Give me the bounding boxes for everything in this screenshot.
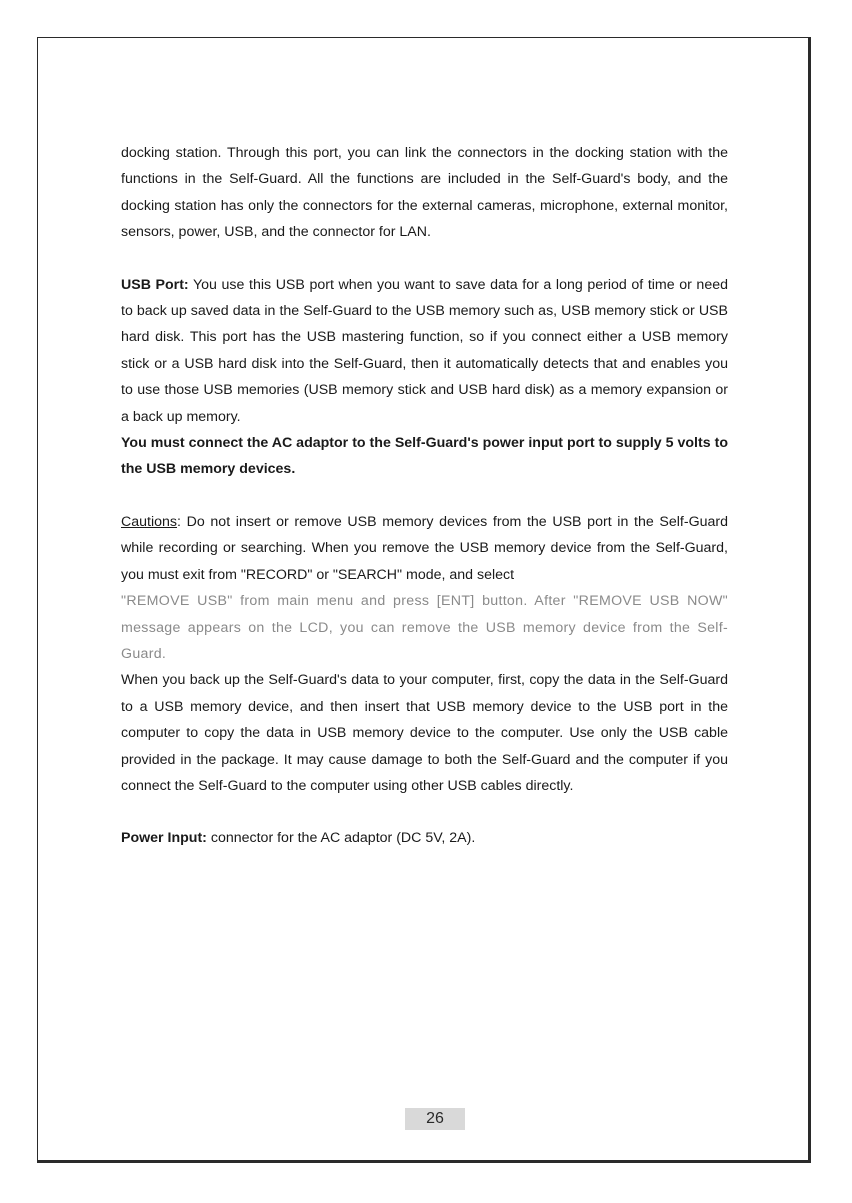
backup-paragraph: When you back up the Self-Guard's data to your computer, first, copy the data in the Self-Guard to a USB memory device, and then insert that USB memory device to the USB port in the computer to copy the data in USB memory device to the computer. Use only the USB cable provided in the package. It may cause damage to both the Self-Guard and the computer if you connect the Self-Guard to the computer using other USB cables directly. [121,672,728,794]
page-number: 26 [405,1108,465,1130]
cautions-remove-instructions: "REMOVE USB" from main menu and press [ENT] button. After "REMOVE USB NOW" message appears on the LCD, you can remove the USB memory device from the Self-Guard. [121,593,728,662]
usb-port-paragraph [121,272,728,430]
paragraph-gap [121,799,728,825]
paragraph-gap [121,246,728,272]
paragraph-gap [121,483,728,509]
power-input-text: connector for the AC adaptor (DC 5V, 2A). [206,830,476,847]
docking-station-paragraph: docking station. Through this port, you can link the connectors in the docking station with the functions in the Self-Guard. All the functions are included in the Self-Guard's body, and the docking station has only the connectors for the external cameras, microphone, external monitor, sensors, power, USB, and the connector for LAN. [121,145,728,241]
document-body [121,140,728,852]
usb-power-note: You must connect the AC adaptor to the Self-Guard's power input port to supply 5 volts to the USB memory devices. [121,435,728,478]
cautions-text: : Do not insert or remove USB memory devices from the USB port in the Self-Guard while recording or searching. When you remove the USB memory device from the Self-Guard, you must exit from "RECORD" or "SEARCH" mode, and select [121,513,728,583]
cautions-paragraph [121,509,728,588]
power-input-heading: Power Input: [121,830,207,847]
cautions-label: Cautions [121,513,177,530]
usb-port-heading: USB Port: [121,276,189,293]
usb-port-text: You use this USB port when you want to save data for a long period of time or need to back up saved data in the Self-Guard to the USB memory such as, USB memory stick or USB hard disk. This port has the USB mastering function, so if you connect either a USB memory stick or a USB hard disk into the Self-Guard, then it automatically detects that and enables you to use those USB memories (USB memory stick and USB hard disk) as a memory expansion or a back up memory. [121,276,728,425]
power-input-paragraph [121,825,728,851]
